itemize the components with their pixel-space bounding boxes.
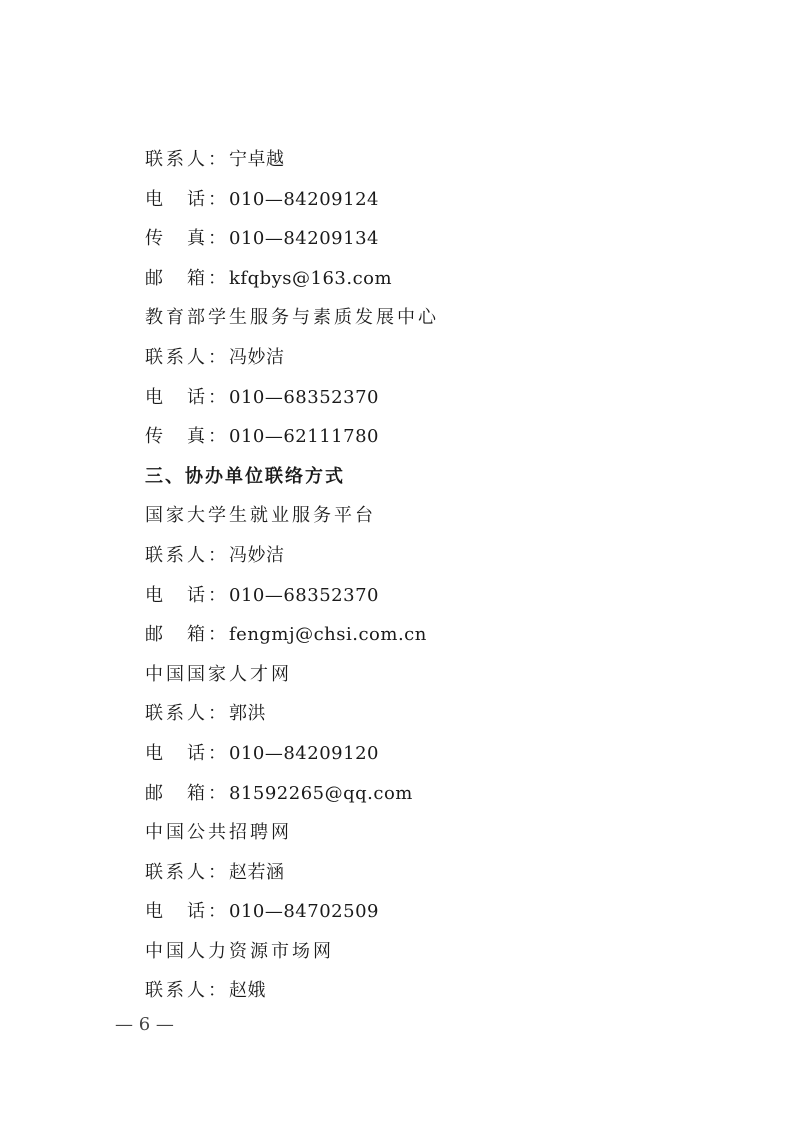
phone-line bbox=[145, 180, 705, 220]
organization-name: 中国人力资源市场网 bbox=[145, 940, 334, 962]
organization-name: 国家大学生就业服务平台 bbox=[145, 505, 376, 527]
field-value: 赵若涵 bbox=[229, 861, 285, 883]
field-label: 电 话： bbox=[145, 188, 229, 210]
page-number: — 6 — bbox=[115, 1014, 174, 1035]
contact-person-line bbox=[145, 853, 705, 893]
field-value: 郭洪 bbox=[229, 703, 266, 725]
field-label: 电 话： bbox=[145, 386, 229, 408]
organization-name: 中国公共招聘网 bbox=[145, 822, 292, 844]
field-value: 冯妙洁 bbox=[229, 346, 285, 368]
phone-line bbox=[145, 734, 705, 774]
contact-person-line bbox=[145, 338, 705, 378]
field-value: 010—62111780 bbox=[229, 426, 379, 448]
contact-person-line bbox=[145, 140, 705, 180]
field-value: 宁卓越 bbox=[229, 149, 285, 170]
phone-line bbox=[145, 892, 705, 932]
field-label: 联系人： bbox=[145, 149, 229, 170]
field-value: 赵娥 bbox=[229, 980, 266, 1002]
field-value: 010—68352370 bbox=[229, 584, 379, 606]
field-value: fengmj@chsi.com.cn bbox=[229, 624, 427, 646]
field-value: 010—84209134 bbox=[229, 228, 379, 250]
contact-person-line bbox=[145, 536, 705, 576]
field-value: 010—68352370 bbox=[229, 386, 379, 408]
field-value: 81592265@qq.com bbox=[229, 782, 413, 804]
fax-line bbox=[145, 417, 705, 457]
field-value: 010—84209120 bbox=[229, 742, 379, 764]
field-label: 联系人： bbox=[145, 980, 229, 1002]
field-label: 联系人： bbox=[145, 861, 229, 883]
section-heading: 三、协办单位联络方式 bbox=[145, 465, 345, 487]
email-line bbox=[145, 259, 705, 299]
contact-list bbox=[145, 140, 705, 1011]
field-label: 邮 箱： bbox=[145, 267, 229, 289]
field-label: 邮 箱： bbox=[145, 782, 229, 804]
field-label: 传 真： bbox=[145, 228, 229, 250]
field-label: 联系人： bbox=[145, 346, 229, 368]
field-value: kfqbys@163.com bbox=[229, 267, 393, 289]
field-label: 邮 箱： bbox=[145, 624, 229, 646]
organization-name: 教育部学生服务与素质发展中心 bbox=[145, 307, 439, 329]
field-value: 010—84702509 bbox=[229, 901, 379, 923]
field-label: 联系人： bbox=[145, 544, 229, 566]
organization-name: 中国国家人才网 bbox=[145, 663, 292, 685]
fax-line bbox=[145, 219, 705, 259]
email-line bbox=[145, 615, 705, 655]
email-line bbox=[145, 774, 705, 814]
field-label: 电 话： bbox=[145, 901, 229, 923]
field-label: 传 真： bbox=[145, 426, 229, 448]
field-value: 冯妙洁 bbox=[229, 544, 285, 566]
field-label: 电 话： bbox=[145, 584, 229, 606]
contact-person-line bbox=[145, 971, 705, 1011]
phone-line bbox=[145, 576, 705, 616]
field-value: 010—84209124 bbox=[229, 188, 379, 210]
field-label: 电 话： bbox=[145, 742, 229, 764]
contact-person-line bbox=[145, 694, 705, 734]
phone-line bbox=[145, 378, 705, 418]
field-label: 联系人： bbox=[145, 703, 229, 725]
